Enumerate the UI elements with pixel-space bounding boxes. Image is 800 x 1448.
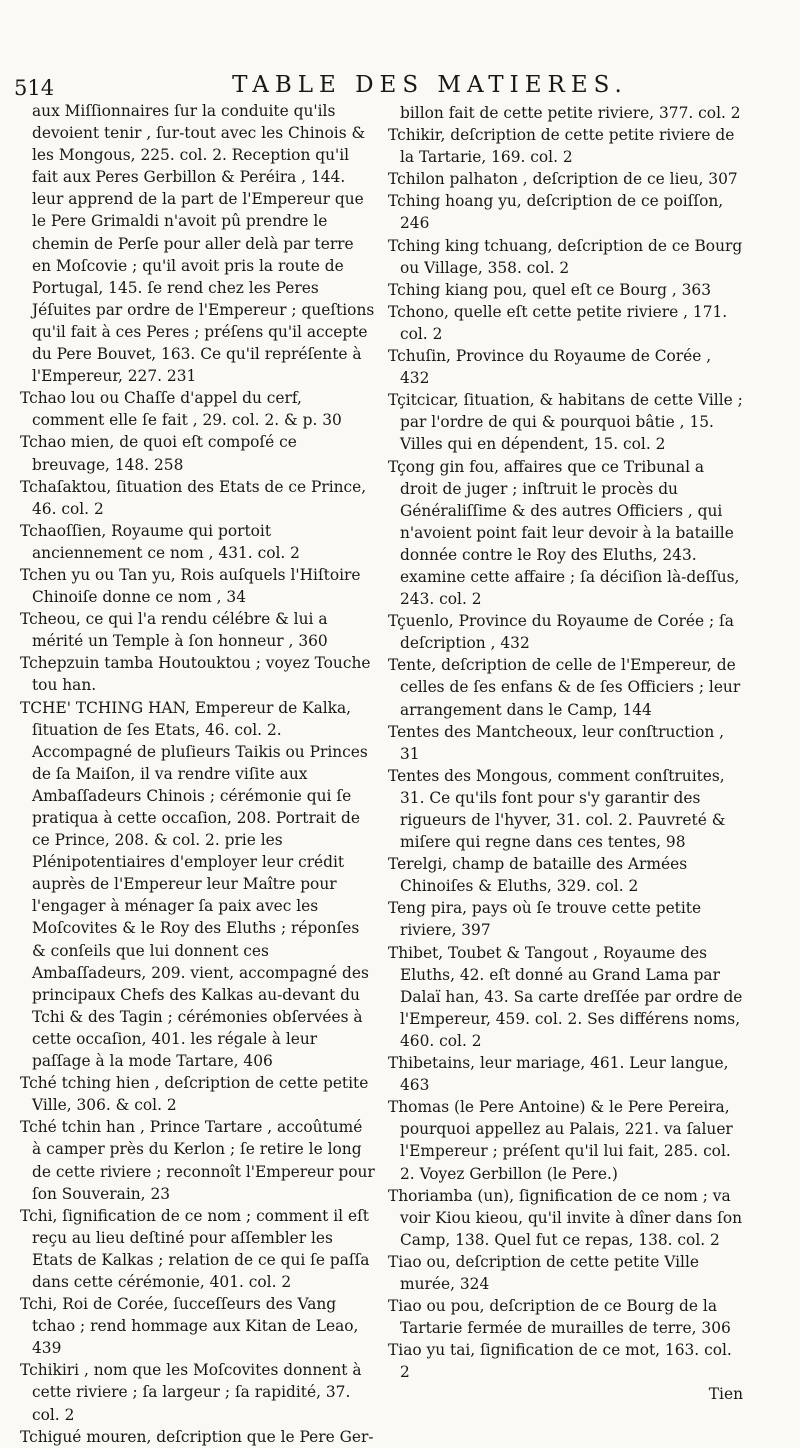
index-entry: Tchikir, deſcription de cette petite riviere de la Tartarie, 169. col. 2 xyxy=(388,126,735,167)
index-entry: Tchono, quelle eſt cette petite riviere , 171. col. 2 xyxy=(388,302,728,343)
index-entry: Tchi, ſignification de ce nom ; comment il eſt reçu au lieu deſtiné pour aſſembler les Etats de Kalkas ; relation de ce qui ſe paſſa dans cette cérémonie, 401. col. 2 xyxy=(20,1206,370,1291)
index-entry: Thibetains, leur mariage, 461. Leur langue, 463 xyxy=(388,1054,729,1095)
index-entry: billon fait de cette petite riviere, 377. col. 2 xyxy=(400,104,741,122)
index-entry: Tchao mien, de quoi eſt compoſé ce breuvage, 148. 258 xyxy=(20,433,297,474)
index-entry: Terelgi, champ de bataille des Armées Chinoiſes & Eluths, 329. col. 2 xyxy=(388,855,688,896)
index-entry: Tiao yu tai, ſignification de ce mot, 163. col. 2 xyxy=(388,1341,732,1382)
index-entry: Tching kiang pou, quel eſt ce Bourg , 363 xyxy=(388,280,712,299)
index-entry: Tching hoang yu, deſcription de ce poiſſon, 246 xyxy=(388,192,724,233)
index-entry: Teng pira, pays où ſe trouve cette petite riviere, 397 xyxy=(388,899,702,940)
index-entry: aux Miſſionnaires ſur la conduite qu'ils devoient tenir , ſur-tout avec les Chinois & les Mongous, 225. col. 2. Reception qu'il fait aux Peres Gerbillon & Peréira , 144. leur apprend de la part de l'Empereur que le Pere Grimaldi n'avoit pû prendre le chemin de Perſe pour aller delà par terre en Moſcovie ; qu'il avoit pris la route de Portugal, 145. ſe rend chez les Peres Jéſuites par ordre de l'Empereur ; queſtions qu'il fait à ces Peres ; préſens qu'il accepte du Pere Bouvet, 163. Ce qu'il repréſente à l'Empereur, 227. 231 xyxy=(32,102,375,386)
index-entry: Tçong gin fou, affaires que ce Tribunal a droit de juger ; inſtruit le procès du Généraliſſime & des autres Officiers , qui n'avoient point fait leur devoir à la bataille donnée contre le Roy des Eluths, 243. examine cette affaire ; ſa déciſion là-deſſus, 243. col. 2 xyxy=(388,457,740,609)
index-entry: Tiao ou pou, deſcription de ce Bourg de la Tartarie fermée de murailles de terre, 306 xyxy=(388,1297,731,1338)
index-entry: Tente, deſcription de celle de l'Empereur, de celles de ſes enfans & de ſes Officiers ; leur arrangement dans le Camp, 144 xyxy=(388,656,741,719)
index-entry: Tiao ou, deſcription de cette petite Ville murée, 324 xyxy=(388,1252,699,1293)
index-entry: Tentes des Mantcheoux, leur conſtruction , 31 xyxy=(388,722,725,763)
index-entry: Tché tchin han , Prince Tartare , accoûtumé à camper près du Kerlon ; ſe retire le long de cette riviere ; reconnoît l'Empereur pour ſon Souverain, 23 xyxy=(20,1118,375,1203)
index-entry: Tchi, Roi de Corée, ſucceſſeurs des Vang tchao ; rend hommage aux Kitan de Leao, 439 xyxy=(20,1295,359,1358)
index-entry: Tchuſin, Province du Royaume de Corée , 432 xyxy=(388,347,712,388)
index-entry: Tçitcicar, ſituation, & habitans de cette Ville ; par l'ordre de qui & pourquoi bâtie , 15. Villes qui en dépendent, 15. col. 2 xyxy=(388,391,743,454)
index-column-right xyxy=(388,102,743,1406)
index-column-left xyxy=(20,100,375,1448)
index-entry: Thoriamba (un), ſignification de ce nom ; va voir Kiou kieou, qu'il invite à dîner dans ſon Camp, 138. Quel fut ce repas, 138. col. 2 xyxy=(388,1186,743,1249)
index-entry: Tché tching hien , deſcription de cette petite Ville, 306. & col. 2 xyxy=(20,1074,369,1115)
index-entry: Thibet, Toubet & Tangout , Royaume des Eluths, 42. eſt donné au Grand Lama par Dalaï han, 43. Sa carte dreſſée par ordre de l'Empereur, 459. col. 2. Ses différens noms, 460. col. 2 xyxy=(388,943,743,1050)
index-entry: Tchao lou ou Chaſſe d'appel du cerf, comment elle ſe fait , 29. col. 2. & p. 30 xyxy=(20,389,342,430)
index-entry: Tchikiri , nom que les Moſcovites donnent à cette riviere ; ſa largeur ; ſa rapidité, 37. col. 2 xyxy=(20,1361,362,1424)
index-entry: Tchigué mouren, deſcription que le Pere Ger- xyxy=(20,1427,374,1446)
index-entry: Tcheou, ce qui l'a rendu célébre & lui a mérité un Temple à ſon honneur , 360 xyxy=(20,610,328,651)
index-entry: Thomas (le Pere Antoine) & le Pere Pereira, pourquoi appellez au Palais, 221. va ſaluer l'Empereur ; préſent qu'il lui fait, 285. col. 2. Voyez Gerbillon (le Pere.) xyxy=(388,1098,733,1183)
catchword: Tien xyxy=(708,1385,743,1404)
running-title: TABLE DES MATIERES. xyxy=(232,72,628,98)
index-entry: Tching king tchuang, deſcription de ce Bourg ou Village, 358. col. 2 xyxy=(388,236,743,277)
index-entry: Tchaſaktou, ſituation des Etats de ce Prince, 46. col. 2 xyxy=(20,477,367,518)
index-entry: Tçuenlo, Province du Royaume de Corée ; ſa deſcription , 432 xyxy=(388,612,734,653)
index-entry: TCHE' TCHING HAN, Empereur de Kalka, ſituation de ſes Etats, 46. col. 2. Accompagné de pluſieurs Taikis ou Princes de ſa Maiſon, il va rendre viſite aux Ambaſſadeurs Chinois ; cérémonie qui ſe pratiqua à cette occaſion, 208. Portrait de ce Prince, 208. & col. 2. prie les Plénipotentiaires d'employer leur crédit auprès de l'Empereur leur Maître pour l'engager à ménager ſa paix avec les Moſcovites & le Roy des Eluths ; réponſes & conſeils que lui donnent ces Ambaſſadeurs, 209. vient, accompagné des principaux Chefs des Kalkas au-devant du Tchi & des Tagin ; cérémonies obſervées à cette occaſion, 401. les régale à leur paſſage à la mode Tartare, 406 xyxy=(20,698,369,1071)
index-entry: Tchilon palhaton , deſcription de ce lieu, 307 xyxy=(388,170,738,189)
index-entry: Tchaoſſien, Royaume qui portoit anciennement ce nom , 431. col. 2 xyxy=(20,521,300,562)
index-entry: Tchen yu ou Tan yu, Rois auſquels l'Hiſtoire Chinoiſe donne ce nom , 34 xyxy=(20,565,361,607)
page-number: 514 xyxy=(14,76,55,100)
index-entry: Tchepzuin tamba Houtouktou ; voyez Touche tou han. xyxy=(20,654,371,695)
index-entry: Tentes des Mongous, comment conſtruites, 31. Ce qu'ils font pour s'y garantir des rigueurs de l'hyver, 31. col. 2. Pauvreté & miſere qui regne dans ces tentes, 98 xyxy=(388,766,726,852)
